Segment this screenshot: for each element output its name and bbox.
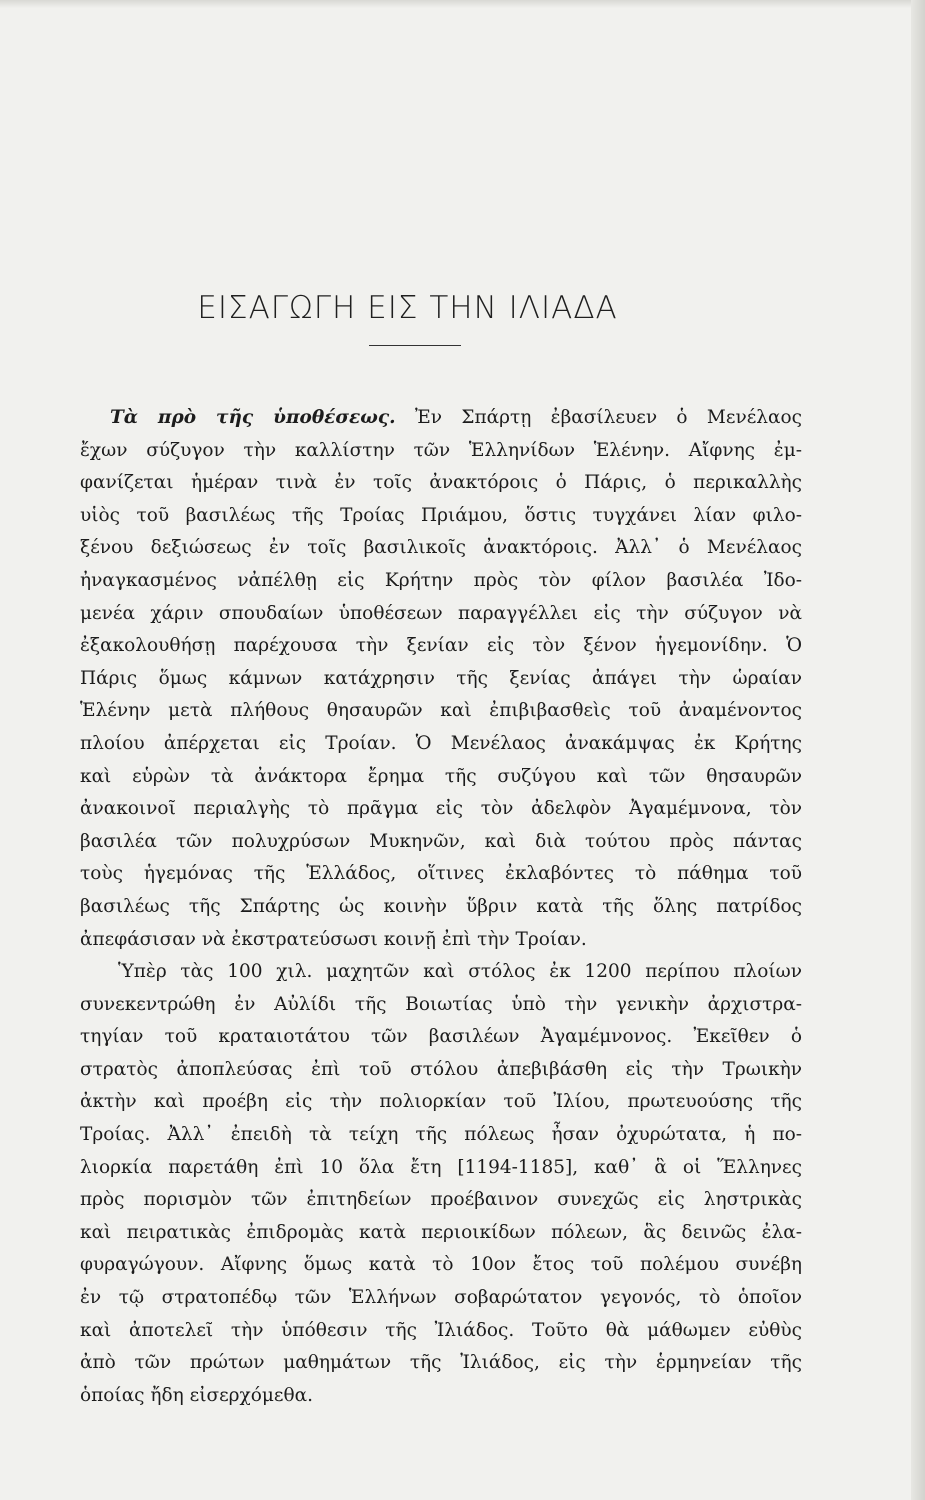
text-line: τηγίαν τοῦ κραταιοτάτου τῶν βασιλέων Ἀγαμέμνονος. Ἐκεῖθεν ὁ — [80, 1026, 802, 1048]
text-line: ὁποίας ἤδη εἰσερχόμεθα. — [80, 1384, 314, 1406]
text-line: Ἑλένην μετὰ πλήθους θησαυρῶν καὶ ἐπιβιβασθεὶς τοῦ ἀναμένοντος — [80, 700, 802, 722]
line-text: Ἐν Σπάρτῃ ἐβασίλευεν ὁ Μενέλαος — [415, 407, 802, 428]
text-line: βασιλέως τῆς Σπάρτης ὡς κοινὴν ὕβριν κατὰ τῆς ὅλης πατρίδος — [80, 895, 802, 917]
text-line: τοὺς ἡγεμόνας τῆς Ἑλλάδος, οἵτινες ἐκλαβόντες τὸ πάθημα τοῦ — [80, 863, 802, 885]
text-line: ἐν τῷ στρατοπέδῳ τῶν Ἑλλήνων σοβαρώτατον γεγονός, τὸ ὁποῖον — [80, 1287, 802, 1309]
text-line: βασιλέα τῶν πολυχρύσων Μυκηνῶν, καὶ διὰ τούτου πρὸς πάντας — [80, 830, 802, 852]
text-line: ἀπὸ τῶν πρώτων μαθημάτων τῆς Ἰλιάδος, εἰς τὴν ἑρμηνείαν τῆς — [80, 1352, 802, 1374]
body-text — [80, 402, 802, 1412]
text-line: υἱὸς τοῦ βασιλέως τῆς Τροίας Πριάμου, ὅστις τυγχάνει λίαν φιλο- — [80, 504, 802, 526]
text-line: Τροίας. Ἀλλ᾽ ἐπειδὴ τὰ τείχη τῆς πόλεως ἦσαν ὀχυρώτατα, ἡ πο- — [80, 1124, 802, 1146]
text-line: φυραγώγουν. Αἴφνης ὅμως κατὰ τὸ 10ον ἔτος τοῦ πολέμου συνέβη — [80, 1254, 802, 1276]
page-top-shadow — [0, 0, 925, 8]
text-line: φανίζεται ἡμέραν τινὰ ἐν τοῖς ἀνακτόροις ὁ Πάρις, ὁ περικαλλὴς — [80, 472, 802, 494]
text-line: συνεκεντρώθη ἐν Αὐλίδι τῆς Βοιωτίας ὑπὸ τὴν γενικὴν ἀρχιστρα- — [80, 993, 802, 1015]
text-line: μενέα χάριν σπουδαίων ὑποθέσεων παραγγέλλει εἰς τὴν σύζυγον νὰ — [80, 602, 802, 624]
page-title: ΕΙΣΑΓΩΓΗ ΕΙΣ ΤΗΝ ΙΛΙΑΔΑ — [197, 290, 618, 326]
text-line: ἠναγκασμένος νἀπέλθῃ εἰς Κρήτην πρὸς τὸν φίλον βασιλέα Ἰδο- — [80, 569, 802, 591]
title-divider — [369, 345, 461, 346]
text-line: Πάρις ὅμως κάμνων κατάχρησιν τῆς ξενίας ἀπάγει τὴν ὡραίαν — [80, 667, 802, 689]
section-heading: Τὰ πρὸ τῆς ὑποθέσεως. — [110, 407, 396, 428]
text-line: ἀνακοινοῖ περιαλγὴς τὸ πρᾶγμα εἰς τὸν ἀδελφὸν Ἀγαμέμνονα, τὸν — [80, 798, 802, 820]
text-line: καὶ πειρατικὰς ἐπιδρομὰς κατὰ περιοικίδων πόλεων, ἃς δεινῶς ἐλα- — [80, 1221, 802, 1243]
page-edge — [911, 0, 925, 1500]
text-line: ἐξακολουθήσῃ παρέχουσα τὴν ξενίαν εἰς τὸν ξένον ἡγεμονίδην. Ὁ — [80, 635, 802, 657]
text-line: καὶ ἀποτελεῖ τὴν ὑπόθεσιν τῆς Ἰλιάδος. Τοῦτο θὰ μάθωμεν εὐθὺς — [80, 1319, 802, 1341]
text-line: Ὑπὲρ τὰς 100 χιλ. μαχητῶν καὶ στόλος ἐκ 1200 περίπου πλοίων — [118, 961, 802, 983]
text-line: ἀκτὴν καὶ προέβη εἰς τὴν πολιορκίαν τοῦ Ἰλίου, πρωτευούσης τῆς — [80, 1091, 802, 1113]
text-line: καὶ εὑρὼν τὰ ἀνάκτορα ἔρημα τῆς συζύγου καὶ τῶν θησαυρῶν — [80, 765, 802, 787]
text-line: στρατὸς ἀποπλεύσας ἐπὶ τοῦ στόλου ἀπεβιβάσθη εἰς τὴν Τρωικὴν — [80, 1058, 802, 1080]
text-line: λιορκία παρετάθη ἐπὶ 10 ὅλα ἔτη [1194-1185], καθ᾽ ἃ οἱ Ἕλληνες — [80, 1156, 802, 1178]
text-line: ἀπεφάσισαν νὰ ἐκστρατεύσωσι κοινῇ ἐπὶ τὴν Τροίαν. — [80, 928, 587, 950]
text-line: ξένου δεξιώσεως ἐν τοῖς βασιλικοῖς ἀνακτόροις. Ἀλλ᾽ ὁ Μενέλαος — [80, 537, 802, 559]
text-line: πλοίου ἀπέρχεται εἰς Τροίαν. Ὁ Μενέλαος ἀνακάμψας ἐκ Κρήτης — [80, 732, 802, 754]
text-line: ἔχων σύζυγον τὴν καλλίστην τῶν Ἑλληνίδων Ἑλένην. Αἴφνης ἐμ- — [80, 439, 802, 461]
text-line: πρὸς πορισμὸν τῶν ἐπιτηδείων προέβαινον συνεχῶς εἰς ληστρικὰς — [80, 1189, 802, 1211]
text-line — [80, 402, 802, 435]
